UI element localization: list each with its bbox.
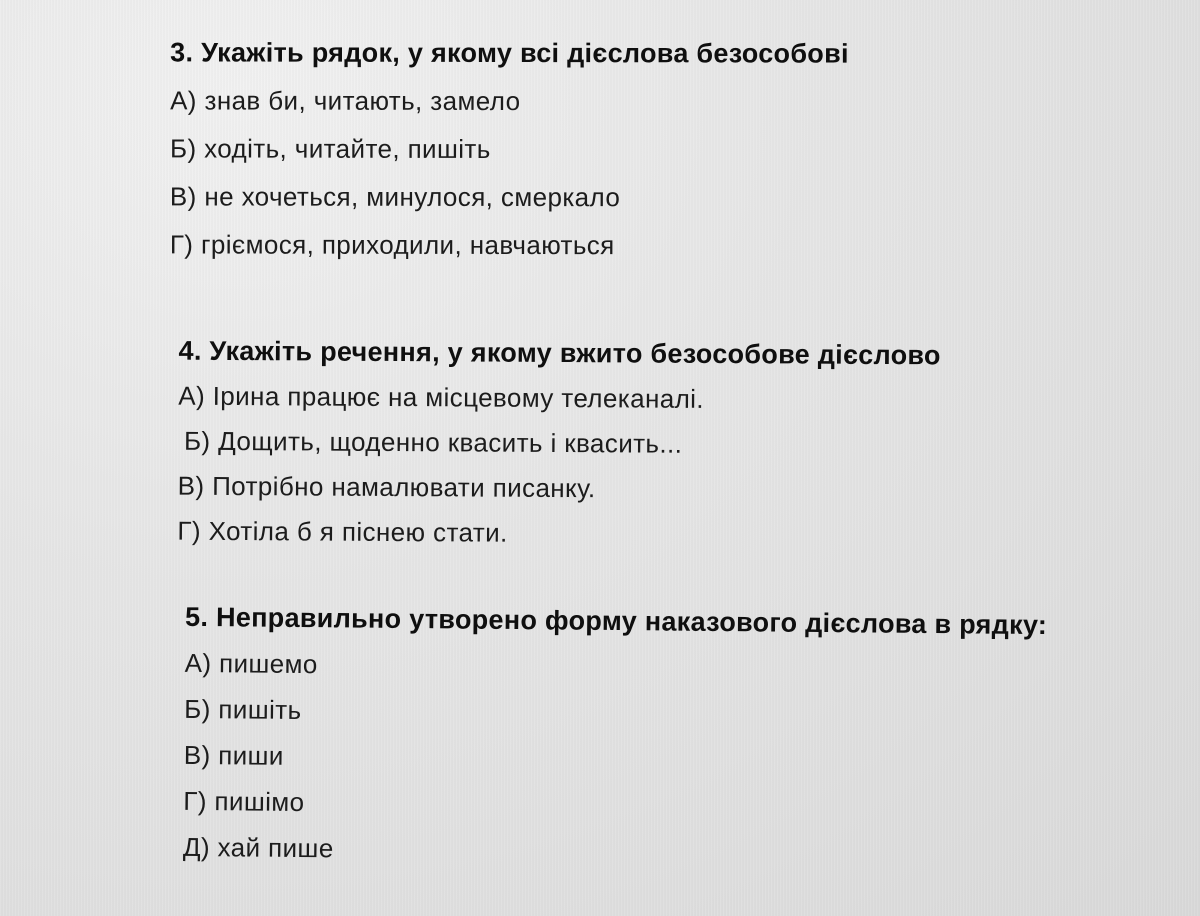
question-5-option-a: А) пишемо <box>184 647 318 680</box>
question-4-title: 4. Укажіть речення, у якому вжито безособове дієслово <box>178 335 941 371</box>
question-4-option-a: А) Ірина працює на місцевому телеканалі. <box>178 380 705 414</box>
question-3-title: 3. Укажіть рядок, у якому всі дієслова безособові <box>170 37 849 69</box>
question-4-option-b: Б) Дощить, щоденно квасить і квасить... <box>183 425 683 459</box>
question-5-title: 5. Неправильно утворено форму наказового дієслова в рядку: <box>184 601 1048 641</box>
question-4 <box>177 334 941 553</box>
question-4-option-v: В) Потрібно намалювати писанку. <box>177 470 596 504</box>
question-4-option-h: Г) Хотіла б я піснею стати. <box>177 515 508 548</box>
question-5-option-v: В) пиши <box>183 739 284 771</box>
question-5 <box>183 600 1048 872</box>
question-3-option-h: Г) гріємося, приходили, навчаються <box>169 229 615 261</box>
question-5-option-b: Б) пишіть <box>184 693 302 725</box>
question-3-option-v: В) не хочеться, минулося, смеркало <box>169 181 621 213</box>
question-5-option-d: Д) хай пише <box>182 831 334 864</box>
question-5-option-h: Г) пишімо <box>183 785 305 818</box>
question-3-option-b: Б) ходіть, читайте, пишіть <box>169 133 491 164</box>
question-3 <box>170 35 849 262</box>
question-3-option-a: А) знав би, читають, замело <box>170 85 521 117</box>
